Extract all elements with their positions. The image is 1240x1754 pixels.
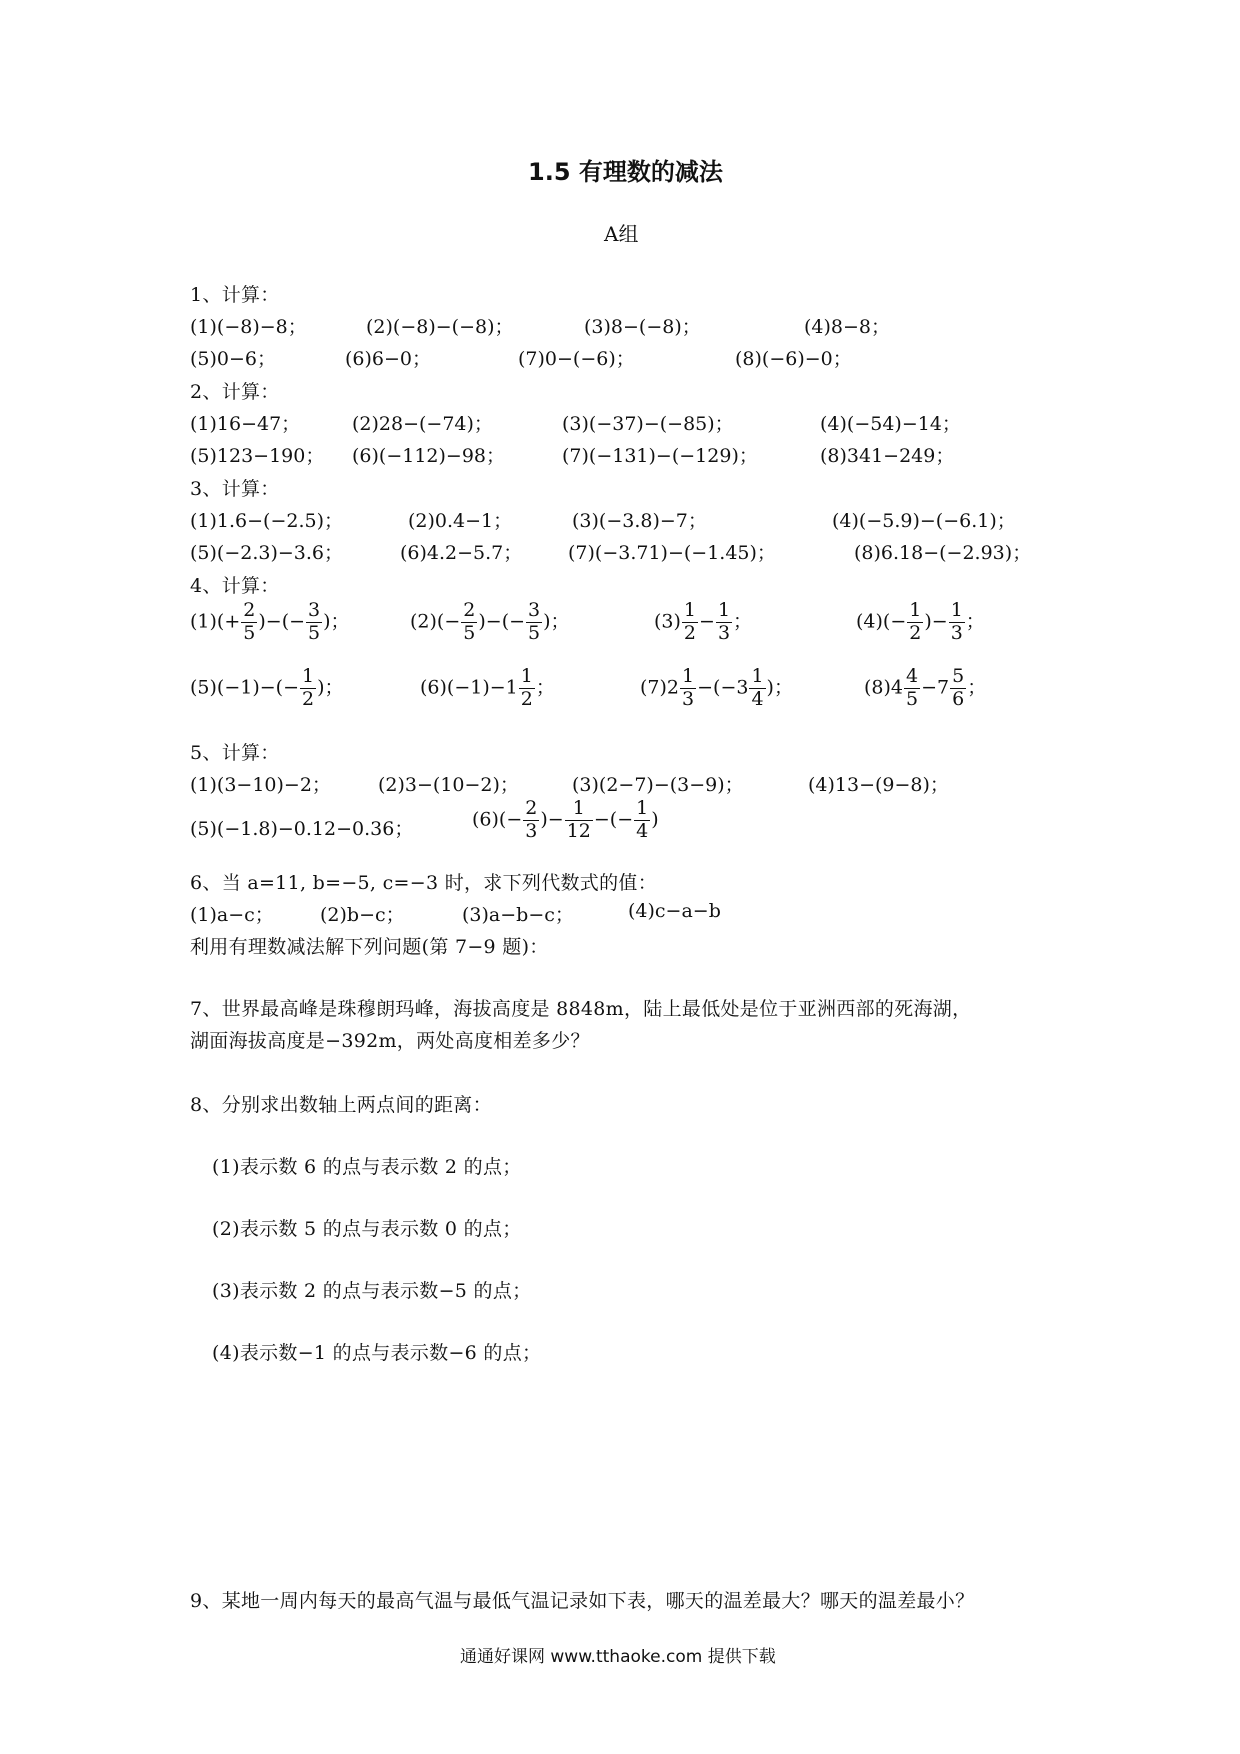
q8-item: (4)表示数−1 的点与表示数−6 的点； bbox=[212, 1342, 542, 1364]
q2-item: (7)(−131)−(−129)； bbox=[562, 445, 758, 467]
word-problems-intro: 利用有理数减法解下列问题(第 7−9 题)： bbox=[190, 936, 549, 958]
q2-item: (1)16−47； bbox=[190, 413, 301, 435]
q2-item: (6)(−112)−98； bbox=[352, 445, 506, 467]
q2-item: (2)28−(−74)； bbox=[352, 413, 493, 435]
q4-item: (3) $\frac{1}{2}$ − $\frac{1}{3}$ ； bbox=[654, 599, 753, 644]
q9-question: 9、某地一周内每天的最高气温与最低气温记录如下表，哪天的温差最大？哪天的温差最小？ bbox=[190, 1590, 975, 1612]
q5-item: (6)(− $\frac{2}{3}$ )− $\frac{1}{12}$ −(− $\frac{1}{4}$ ) bbox=[472, 797, 659, 842]
q1-item: (1)(−8)−8； bbox=[190, 316, 307, 338]
q1-item: (2)(−8)−(−8)； bbox=[366, 316, 514, 338]
q1-item: (8)(−6)−0； bbox=[735, 348, 852, 370]
q3-item: (8)6.18−(−2.93)； bbox=[854, 542, 1032, 564]
q6-item: (4)c−a−b bbox=[628, 900, 721, 922]
q1-item: (4)8−8； bbox=[804, 316, 891, 338]
page-footer: 通通好课网 www.tthaoke.com 提供下载 bbox=[460, 1647, 776, 1667]
q3-item: (4)(−5.9)−(−6.1)； bbox=[832, 510, 1016, 532]
q4-item: (5)(−1)−(− $\frac{1}{2}$ )； bbox=[190, 665, 344, 710]
q4-item: (6)(−1)−1 $\frac{1}{2}$ ； bbox=[420, 665, 555, 710]
q3-item: (2)0.4−1； bbox=[408, 510, 513, 532]
q7-line-1: 7、世界最高峰是珠穆朗玛峰，海拔高度是 8848m，陆上最低处是位于亚洲西部的死海湖， bbox=[190, 998, 972, 1020]
q1-item: (5)0−6； bbox=[190, 348, 277, 370]
q4-item: (2)(− $\frac{2}{5}$ )−(− $\frac{3}{5}$ )； bbox=[410, 599, 570, 644]
q3-item: (3)(−3.8)−7； bbox=[572, 510, 707, 532]
q8-item: (2)表示数 5 的点与表示数 0 的点； bbox=[212, 1218, 522, 1240]
q5-heading: 5、计算： bbox=[190, 742, 280, 764]
q6-item: (2)b−c； bbox=[320, 904, 405, 926]
q5-item: (5)(−1.8)−0.12−0.36； bbox=[190, 818, 414, 840]
q2-item: (3)(−37)−(−85)； bbox=[562, 413, 734, 435]
q3-item: (7)(−3.71)−(−1.45)； bbox=[568, 542, 776, 564]
q5-item: (1)(3−10)−2； bbox=[190, 774, 331, 796]
q1-heading: 1、计算： bbox=[190, 284, 280, 306]
page-title: 1.5 有理数的减法 bbox=[528, 158, 723, 186]
q2-item: (4)(−54)−14； bbox=[820, 413, 961, 435]
q2-item: (5)123−190； bbox=[190, 445, 325, 467]
q6-item: (3)a−b−c； bbox=[462, 904, 574, 926]
q8-item: (1)表示数 6 的点与表示数 2 的点； bbox=[212, 1156, 522, 1178]
q1-item: (7)0−(−6)； bbox=[518, 348, 635, 370]
q6-item: (1)a−c； bbox=[190, 904, 274, 926]
q8-item: (3)表示数 2 的点与表示数−5 的点； bbox=[212, 1280, 532, 1302]
q5-item: (4)13−(9−8)； bbox=[808, 774, 949, 796]
q2-item: (8)341−249； bbox=[820, 445, 955, 467]
q4-item: (7)2 $\frac{1}{3}$ −(−3 $\frac{1}{4}$ )； bbox=[640, 665, 793, 710]
q3-item: (5)(−2.3)−3.6； bbox=[190, 542, 344, 564]
q4-item: (1)(+ $\frac{2}{5}$ )−(− $\frac{3}{5}$ )； bbox=[190, 599, 350, 644]
q8-heading: 8、分别求出数轴上两点间的距离： bbox=[190, 1094, 492, 1116]
q6-heading: 6、当 a=11, b=−5, c=−3 时，求下列代数式的值： bbox=[190, 872, 658, 894]
q5-item: (2)3−(10−2)； bbox=[378, 774, 519, 796]
q2-heading: 2、计算： bbox=[190, 381, 280, 403]
q7-line-2: 湖面海拔高度是−392m，两处高度相差多少？ bbox=[190, 1030, 590, 1052]
q3-heading: 3、计算： bbox=[190, 478, 280, 500]
group-label: A组 bbox=[604, 222, 639, 246]
q4-item: (4)(− $\frac{1}{2}$ )− $\frac{1}{3}$ ； bbox=[856, 599, 985, 644]
q3-item: (6)4.2−5.7； bbox=[400, 542, 523, 564]
q1-item: (6)6−0； bbox=[345, 348, 432, 370]
q1-item: (3)8−(−8)； bbox=[584, 316, 701, 338]
q4-heading: 4、计算： bbox=[190, 575, 280, 597]
q4-item: (8)4 $\frac{4}{5}$ −7 $\frac{5}{6}$ ； bbox=[864, 665, 987, 710]
q5-item: (3)(2−7)−(3−9)； bbox=[572, 774, 744, 796]
q3-item: (1)1.6−(−2.5)； bbox=[190, 510, 344, 532]
